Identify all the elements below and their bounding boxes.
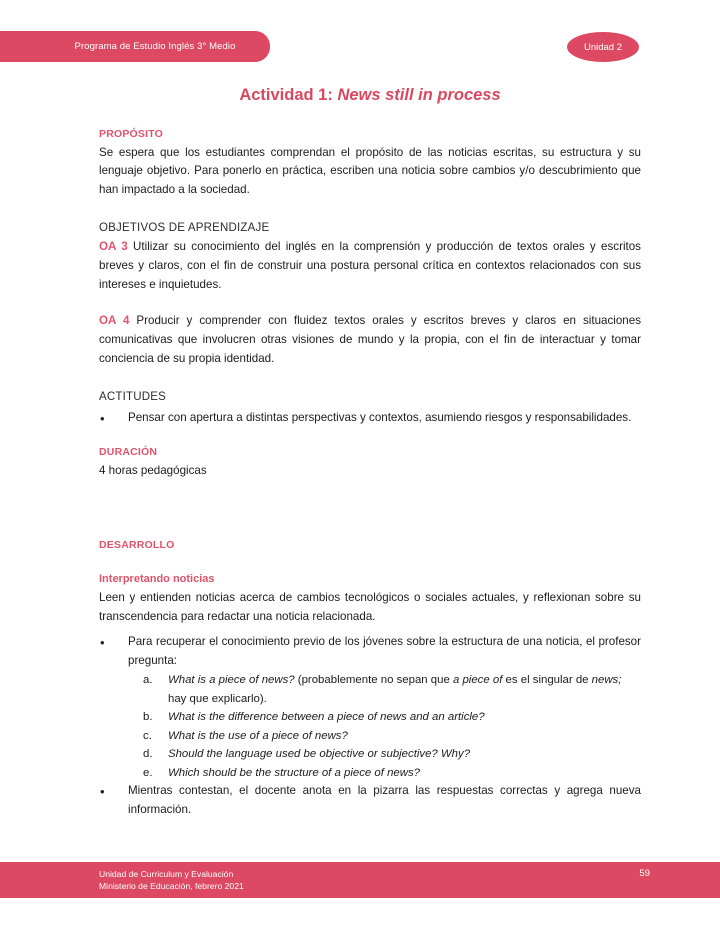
proposito-text: Se espera que los estudiantes comprendan el propósito de las noticias escritas, su estructura y su lenguaje objetivo. Para ponerlo en práctica, escriben una noticia sobre cambios y/o descubrimiento que han impactado a la sociedad. (99, 145, 641, 197)
question-text: Should the language used be objective or subjective? Why? (168, 748, 471, 761)
question-text: Which should be the structure of a piece of news? (168, 766, 421, 779)
question-text: What is the use of a piece of news? (168, 729, 348, 742)
duracion-heading: DURACIÓN (99, 446, 158, 459)
objetivo-item (99, 312, 641, 368)
question-text: What is a piece of news? (168, 674, 295, 687)
desarrollo-subheading: Interpretando noticias (99, 573, 215, 586)
page-title (99, 85, 641, 106)
duracion-text: 4 horas pedagógicas (99, 464, 207, 478)
question-note: hay que explicarlo). (168, 692, 267, 705)
desarrollo-bullets (99, 633, 641, 671)
desarrollo-bullets-2 (99, 782, 641, 820)
proposito-heading: PROPÓSITO (99, 127, 164, 140)
unit-badge-label: Unidad 2 (583, 41, 623, 53)
oa-text: Utilizar su conocimiento del inglés en la comprensión y producción de textos orales y escritos breves y claros, con el fin de construir una postura personal crítica en contextos relacionados con sus intereses e inquietudes. (99, 239, 641, 291)
oa-tag: OA 3 (99, 239, 128, 253)
list-item (99, 727, 641, 745)
oa-text: Producir y comprender con fluidez textos orales y escritos breves y claros en situaciones comunicativas que involucren otras visiones de mundo y la propia, con el fin de interactuar y tomar conciencia de su propia identidad. (99, 314, 641, 365)
desarrollo-heading: DESARROLLO (99, 539, 175, 552)
list-marker: e. (143, 766, 153, 779)
page-title-name: News still in process (337, 86, 501, 104)
list-marker: a. (143, 674, 153, 687)
question-term: news; (591, 674, 622, 687)
list-item: • Para recuperar el conocimiento previo de los jóvenes sobre la estructura de una noticia, el profesor pregunta: (99, 633, 641, 671)
list-item (99, 764, 641, 782)
page-number: 59 (639, 868, 650, 879)
list-marker: c. (143, 729, 152, 742)
list-marker: d. (143, 748, 153, 761)
list-item: • Pensar con apertura a distintas perspectivas y contextos, asumiendo riesgos y responsabilidades. (99, 409, 641, 428)
oa-tag: OA 4 (99, 314, 130, 328)
list-item (99, 745, 641, 763)
page-title-prefix: Actividad 1: (239, 86, 333, 104)
questions-list (99, 671, 641, 782)
footer-line-1: Unidad de Curriculum y Evaluación (99, 869, 234, 879)
list-marker: b. (143, 711, 153, 724)
objetivo-item (99, 238, 641, 294)
list-item (99, 671, 641, 708)
actitudes-heading: ACTITUDES (99, 390, 166, 403)
actitudes-list (99, 409, 641, 428)
footer-line-2: Ministerio de Educación, febrero 2021 (99, 881, 244, 892)
desarrollo-intro: Leen y entienden noticias acerca de cambios tecnológicos o sociales actuales, y reflexionan sobre su transcendencia para redactar una noticia relacionada. (99, 591, 641, 623)
header-banner-label: Programa de Estudio Inglés 3° Medio (74, 41, 236, 52)
question-note: es el singular de (502, 674, 592, 687)
question-note: (probablemente no sepan que (294, 674, 453, 687)
objetivos-heading: OBJETIVOS DE APRENDIZAJE (99, 221, 270, 234)
page-content (99, 0, 641, 821)
list-item (99, 708, 641, 726)
list-item: • Mientras contestan, el docente anota en la pizarra las respuestas correctas y agrega nueva información. (99, 782, 641, 820)
footer-text (99, 868, 244, 892)
question-text: What is the difference between a piece of news and an article? (168, 711, 485, 724)
question-term: a piece of (452, 674, 503, 687)
